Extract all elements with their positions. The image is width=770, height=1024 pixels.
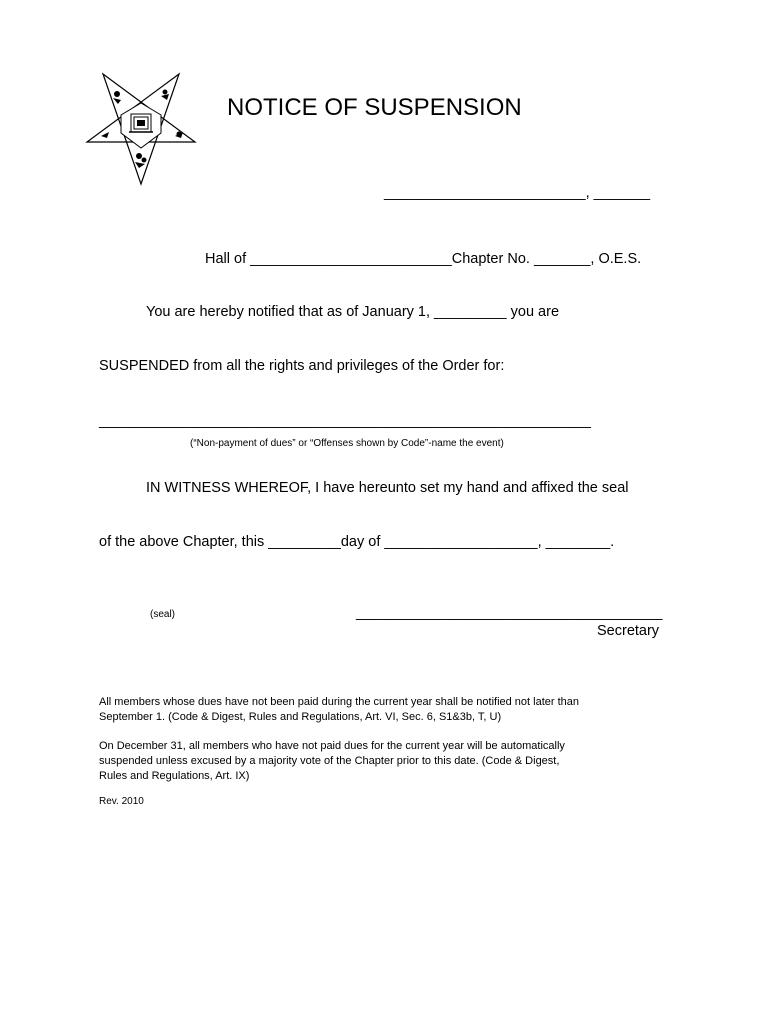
signature-field[interactable]: ______________________________________ [356,605,663,621]
footnote-2-line-2: suspended unless excused by a majority vote of the Chapter prior to this date. (Code & Digest, [99,755,560,767]
seal-label: (seal) [150,609,176,620]
suspended-line: SUSPENDED from all the rights and privileges of the Order for: [99,358,505,374]
notified-line[interactable]: You are hereby notified that as of January 1, _________ you are [146,304,560,320]
footnote-1-line-1: All members whose dues have not been paid during the current year shall be notified not later than [99,696,580,708]
secretary-label: Secretary [597,623,660,639]
chapter-date-line[interactable]: of the above Chapter, this _________day of ___________________, ________. [99,534,615,550]
reason-field[interactable]: _____________________________________________________________ [99,413,591,429]
date-field[interactable]: _________________________, _______ [384,185,651,201]
eastern-star-emblem-icon [83,70,199,186]
page-title: NOTICE OF SUSPENSION [227,94,522,121]
footnote-2-line-1: On December 31, all members who have not paid dues for the current year will be automatically [99,740,565,752]
footnote-2-line-3: Rules and Regulations, Art. IX) [99,770,250,782]
hall-chapter-line[interactable]: Hall of _________________________Chapter No. _______, O.E.S. [205,251,642,267]
revision-label: Rev. 2010 [99,796,144,807]
reason-note: (“Non-payment of dues” or “Offenses shown by Code”-name the event) [190,438,504,449]
footnote-1-line-2: September 1. (Code & Digest, Rules and Regulations, Art. VI, Sec. 6, S1&3b, T, U) [99,711,502,723]
witness-line: IN WITNESS WHEREOF, I have hereunto set my hand and affixed the seal [146,480,629,496]
